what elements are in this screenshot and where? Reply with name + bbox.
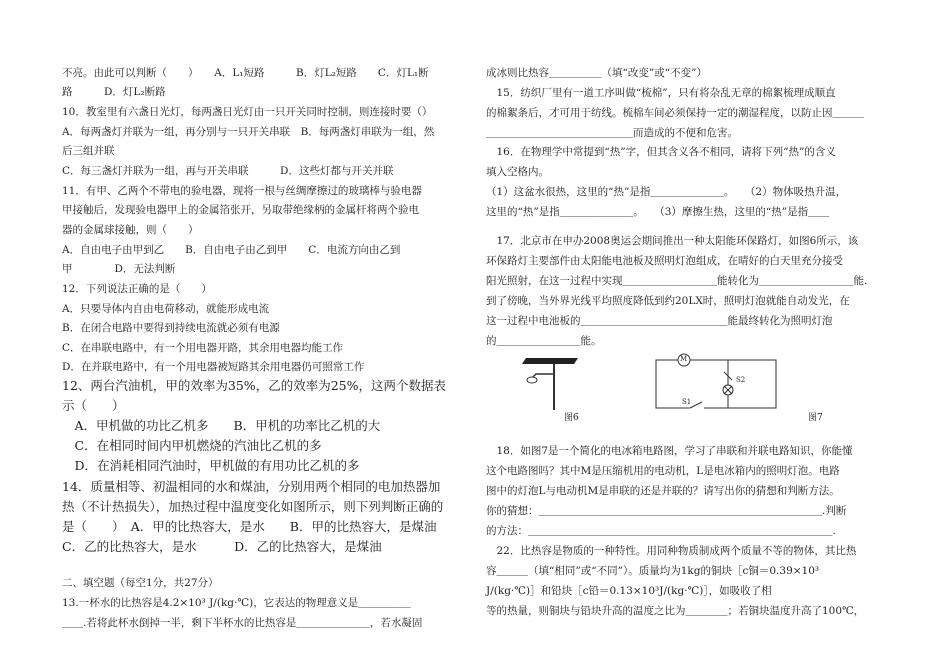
text-line: C．每三盏灯并联为一组，再与开关串联 D．这些灯都与开关并联 bbox=[62, 165, 394, 177]
text-line: 成冰则比热容＿＿＿＿＿（填“改变”或“不变”） bbox=[486, 67, 707, 79]
text-line: 示（ ） bbox=[62, 398, 125, 413]
text-line: B．在闭合电路中要得到持续电流就必须有电源 bbox=[62, 322, 280, 334]
text-line: J/(kg·℃)］和铅块［c铅＝0.13×10³J/(kg·℃)］，如吸收了相 bbox=[486, 585, 772, 597]
motor-label: M bbox=[680, 355, 688, 363]
text-line: 13.一杯水的比热容是4.2×10³ J/(kg·℃)，它表达的物理意义是＿＿＿＿＿ bbox=[62, 597, 411, 609]
text-line: A．每两盏灯并联为一组，再分别与一只开关串联 B．每两盏灯串联为一组，然 bbox=[62, 126, 435, 138]
text-line: 等的热量，则铜块与铅块升高的温度之比为＿＿＿＿；若铜块温度升高了100℃， bbox=[486, 605, 865, 617]
text-line: 10．教室里有六盏日光灯，每两盏日光灯由一只开关同时控制，则连接时要（） bbox=[62, 106, 433, 118]
text-line: 环保路灯主要部件由太阳能电池板及照明灯泡组成，在晴好的白天里充分接受 bbox=[486, 255, 843, 267]
text-line: 填入空格内。 bbox=[486, 166, 549, 178]
text-line: A．甲机做的功比乙机多 B．甲机的功率比乙机的大 bbox=[62, 418, 381, 433]
text-line: ＿＿.若将此杯水倒掉一半，剩下半杯水的比热容是＿＿＿＿＿＿＿，若水凝固 bbox=[62, 617, 423, 629]
text-line: C．乙的比热容大，是水 D．乙的比热容大，是煤油 bbox=[62, 539, 382, 554]
text-line: C．在串联电路中，有一个用电器开路，其余用电器均能工作 bbox=[62, 342, 344, 354]
text-line: 这里的“热”是指＿＿＿＿＿＿＿。 （3）摩擦生热，这里的“热”是指＿＿ bbox=[486, 206, 830, 218]
text-line: 不亮。由此可以判断（ ） A．L₁短路 B．灯L₂短路 C．灯L₁断 bbox=[62, 67, 429, 79]
text-line: 12、两台汽油机，甲的效率为35%，乙的效率为25%，这两个数据表 bbox=[62, 378, 446, 393]
text-line: 22．比热容是物质的一种特性。用同种物质制成两个质量不等的物体，其比热 bbox=[486, 545, 857, 557]
text-line: 12．下列说法正确的是（ ） bbox=[62, 283, 212, 295]
text-line: 的棉絮条后，才可用于纺线。梳棉车间必须保持一定的潮湿程度，以防止因＿＿＿ bbox=[486, 107, 864, 119]
text-line: 18．如图7是一个简化的电冰箱电路图，学习了串联和并联电路知识，你能懂 bbox=[486, 445, 853, 457]
text-line: 容＿＿＿（填“相同”或“不同”）。质量均为1kg的铜块［c铜＝0.39×10³ bbox=[486, 565, 820, 577]
text-line: 17．北京市在申办2008奥运会期间推出一种太阳能环保路灯，如图6所示，该 bbox=[486, 235, 859, 247]
text-line: 到了傍晚，当外界光线平均照度降低到约20LX时，照明灯泡就能自动发光，在 bbox=[486, 295, 850, 307]
text-line: 阳光照射，在这一过程中实现＿＿＿＿＿＿＿＿＿能转化为＿＿＿＿＿＿＿＿＿能. bbox=[486, 275, 868, 287]
text-line: （1）这盆水很热，这里的“热”是指＿＿＿＿＿＿＿。 （2）物体吸热升温， bbox=[486, 186, 847, 198]
figure-6-caption: 图6 bbox=[564, 413, 579, 423]
figure-7-caption: 图7 bbox=[808, 413, 823, 423]
section-heading: 二、填空题（每空1分，共27分） bbox=[62, 577, 219, 589]
text-line: 这个电路图吗？其中M是压缩机用的电动机，L是电冰箱内的照明灯泡。电路 bbox=[486, 465, 840, 477]
refrigerator-circuit-figure bbox=[654, 352, 780, 412]
text-line: 这一过程中电池板的＿＿＿＿＿＿＿＿＿＿＿＿＿＿能最终转化为照明灯泡 bbox=[486, 315, 833, 327]
text-line: 14．质量相等、初温相同的水和煤油，分别用两个相同的电加热器加 bbox=[62, 479, 441, 494]
switch-s2-label: S2 bbox=[736, 376, 746, 384]
switch-s1-label: S1 bbox=[682, 398, 692, 406]
text-line: 热（不计热损失），加热过程中温度变化如图所示，则下列判断正确的 bbox=[62, 499, 444, 514]
text-line: 15．纺织厂里有一道工序叫做“梳棉”，只有将杂乱无章的棉絮梳理成顺直 bbox=[486, 87, 836, 99]
text-line: A．只要导体内自由电荷移动，就能形成电流 bbox=[62, 303, 270, 315]
text-line: 你的猜想：＿＿＿＿＿＿＿＿＿＿＿＿＿＿＿＿＿＿＿＿＿＿＿＿＿＿＿.判断 bbox=[486, 505, 847, 517]
text-line: A．自由电子由甲到乙 B．自由电子由乙到甲 C．电流方向由乙到 bbox=[62, 244, 401, 256]
solar-lamp-figure bbox=[520, 356, 584, 410]
text-line: 是（ ） A．甲的比热容大，是水 B．甲的比热容大，是煤油 bbox=[62, 519, 437, 534]
text-line: 的＿＿＿＿＿＿＿＿能。 bbox=[486, 335, 602, 347]
text-line: 图中的灯泡L与电动机M是串联的还是并联的？请写出你的猜想和判断方法。 bbox=[486, 485, 840, 497]
text-line: D．在并联电路中，有一个用电器被短路其余用电器仍可照常工作 bbox=[62, 361, 365, 373]
text-line: 器的金属球接触，则（ ） bbox=[62, 224, 199, 236]
text-line: 的方法：＿＿＿＿＿＿＿＿＿＿＿＿＿＿＿＿＿＿＿＿＿＿＿＿＿＿＿＿＿. bbox=[486, 525, 836, 537]
text-line: 路 D．灯L₂断路 bbox=[62, 86, 166, 98]
text-line: C．在相同时间内甲机燃烧的汽油比乙机的多 bbox=[62, 438, 322, 453]
text-line: 甲接触后，发现验电器甲上的金属箔张开，另取带绝缘柄的金属杆将两个验电 bbox=[62, 204, 419, 216]
text-line: D．在消耗相同汽油时，甲机做的有用功比乙机的多 bbox=[62, 458, 360, 473]
text-line: ＿＿＿＿＿＿＿＿＿＿＿＿＿＿而造成的不便和危害。 bbox=[486, 127, 738, 139]
text-line: 11．有甲、乙两个不带电的验电器，现将一根与丝绸摩擦过的玻璃棒与验电器 bbox=[62, 185, 422, 197]
text-line: 甲 D．无法判断 bbox=[62, 263, 176, 275]
text-line: 16．在物理学中常提到“热”字，但其含义各不相同，请将下列“热”的含义 bbox=[486, 146, 836, 158]
text-line: 后三组并联 bbox=[62, 145, 115, 157]
